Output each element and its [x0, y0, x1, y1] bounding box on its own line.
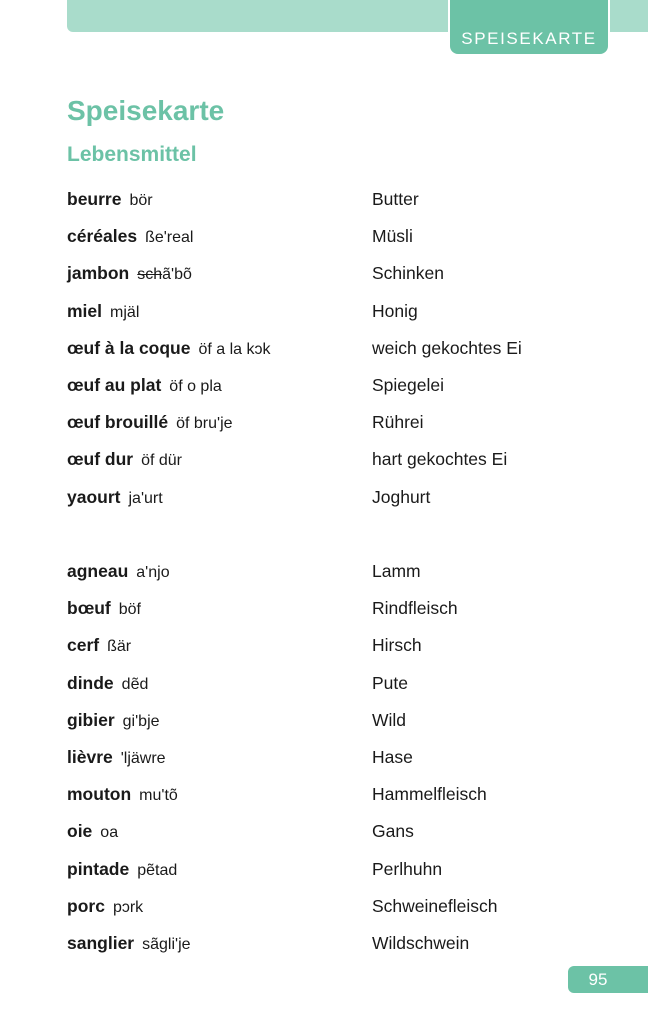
vocab-row	[67, 633, 627, 670]
french-term: agneau	[67, 561, 129, 581]
french-term: œuf à la coque	[67, 337, 191, 358]
pronunciation: a'njo	[136, 564, 170, 581]
vocab-row	[67, 224, 627, 261]
french-term: œuf brouillé	[67, 412, 169, 433]
pronunciation: dẽd	[121, 675, 149, 693]
french-term: gibier	[67, 709, 115, 730]
section-tab	[450, 0, 608, 54]
vocab-row	[67, 894, 627, 931]
german-translation: Hase	[372, 746, 413, 767]
pronunciation: öf a la kɔk	[198, 340, 271, 358]
pronunciation: gi'bje	[122, 712, 160, 730]
french-term: dinde	[67, 672, 114, 693]
vocab-row	[67, 447, 627, 484]
french-term: miel	[67, 300, 103, 321]
vocab-row	[67, 931, 627, 968]
vocab-row	[67, 708, 627, 745]
vocab-list-breakfast	[67, 187, 627, 522]
section-tab-label: SPEISEKARTE	[461, 29, 597, 48]
pronunciation: öf dür	[141, 452, 183, 470]
german-translation: Butter	[372, 189, 419, 209]
vocab-list-meat	[67, 559, 627, 968]
german-translation: Gans	[372, 821, 414, 842]
french-term: œuf au plat	[67, 374, 162, 395]
pronunciation: öf bru'je	[176, 415, 233, 433]
pronunciation: bör	[129, 192, 153, 209]
french-term: oie	[67, 821, 93, 842]
vocab-row	[67, 819, 627, 856]
german-translation: weich gekochtes Ei	[372, 337, 522, 358]
french-term: porc	[67, 895, 105, 916]
page-title: Speisekarte	[67, 95, 225, 126]
pronunciation-rest: ã'bõ	[162, 266, 192, 284]
vocab-row	[67, 671, 627, 708]
french-term: beurre	[67, 189, 122, 209]
pronunciation: oa	[100, 824, 119, 842]
german-translation: Perlhuhn	[372, 858, 443, 879]
vocab-row	[67, 745, 627, 782]
vocab-row	[67, 782, 627, 819]
french-term: céréales	[67, 226, 138, 247]
german-translation: Hirsch	[372, 635, 422, 656]
pronunciation: öf o pla	[169, 377, 222, 395]
french-term: sanglier	[67, 932, 135, 953]
vocab-row	[67, 410, 627, 447]
pronunciation: mjäl	[110, 303, 140, 321]
german-translation: Rührei	[372, 412, 424, 433]
german-translation: Wildschwein	[372, 932, 470, 953]
vocab-row	[67, 373, 627, 410]
german-translation: Lamm	[372, 561, 421, 581]
french-term: yaourt	[67, 486, 121, 507]
pronunciation	[137, 266, 192, 283]
german-translation: Rindfleisch	[372, 598, 458, 619]
pronunciation: mu'tõ	[139, 787, 178, 805]
pronunciation: pɔrk	[112, 898, 144, 916]
vocab-row	[67, 261, 627, 298]
french-term: pintade	[67, 858, 130, 879]
pronunciation: 'ljäwre	[120, 749, 166, 767]
german-translation: hart gekochtes Ei	[372, 449, 508, 470]
page-number: 95	[588, 970, 608, 989]
pronunciation: pẽtad	[137, 861, 178, 879]
pronunciation: ße'real	[145, 229, 194, 247]
vocab-row	[67, 336, 627, 373]
french-term: œuf dur	[67, 449, 134, 470]
german-translation: Hammelfleisch	[372, 784, 487, 805]
vocab-row	[67, 559, 627, 596]
pronunciation-struck: sch	[137, 266, 163, 284]
pronunciation: böf	[118, 601, 141, 619]
pronunciation: sãgli'je	[142, 935, 191, 953]
german-translation: Schweinefleisch	[372, 895, 498, 916]
french-term: bœuf	[67, 598, 111, 619]
german-translation: Pute	[372, 672, 408, 693]
french-term: mouton	[67, 784, 132, 805]
vocab-row	[67, 857, 627, 894]
vocab-row	[67, 187, 627, 224]
german-translation: Joghurt	[372, 486, 431, 507]
vocab-row	[67, 596, 627, 633]
page-number-tab	[568, 966, 648, 993]
german-translation: Schinken	[372, 263, 444, 284]
french-term: lièvre	[67, 746, 113, 767]
pronunciation: ßär	[107, 638, 132, 656]
german-translation: Spiegelei	[372, 374, 444, 395]
vocab-row	[67, 299, 627, 336]
french-term: jambon	[67, 263, 130, 284]
french-term: cerf	[67, 635, 100, 656]
german-translation: Honig	[372, 300, 418, 321]
vocab-row	[67, 485, 627, 522]
german-translation: Wild	[372, 709, 407, 730]
section-subtitle: Lebensmittel	[67, 143, 197, 166]
pronunciation: ja'urt	[128, 489, 163, 507]
german-translation: Müsli	[372, 226, 413, 247]
